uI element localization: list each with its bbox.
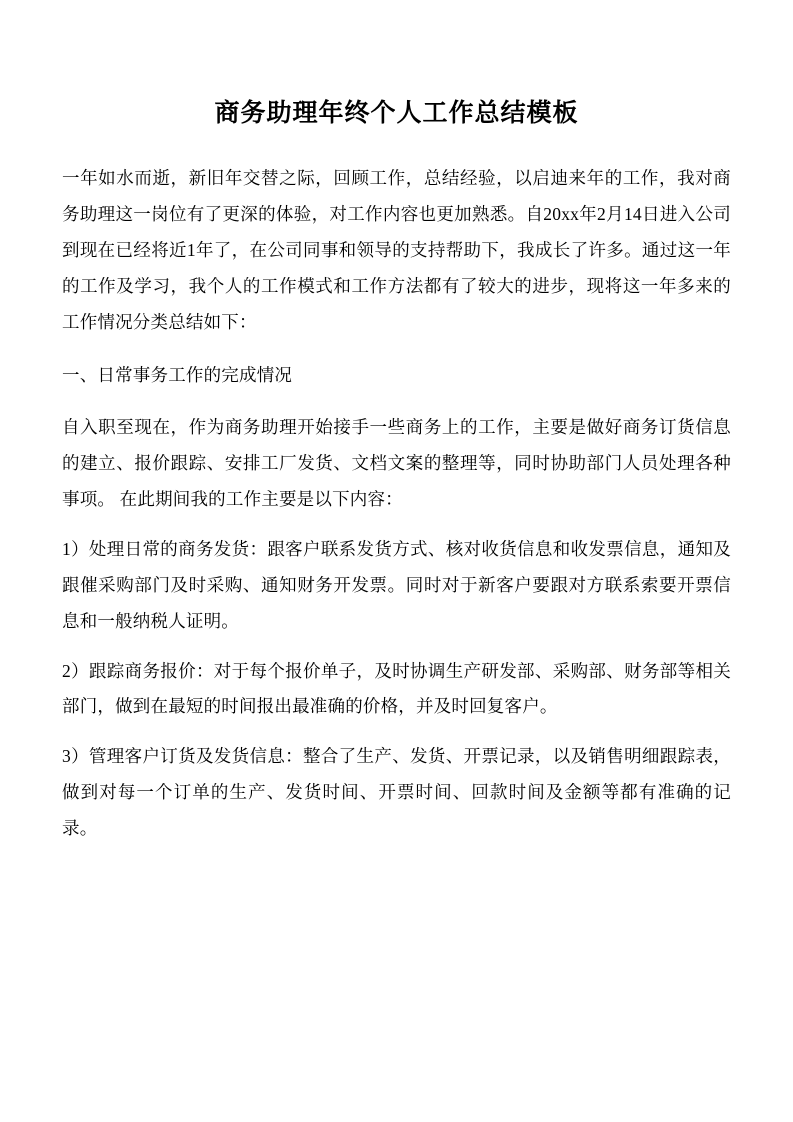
list-item-1: 1）处理日常的商务发货：跟客户联系发货方式、核对收货信息和收发票信息，通知及跟催采购部门及时采购、通知财务开发票。同时对于新客户要跟对方联系索要开票信息和一般纳税人证明。 xyxy=(62,538,731,631)
page-title: 商务助理年终个人工作总结模板 xyxy=(214,100,579,127)
list-item-2: 2）跟踪商务报价：对于每个报价单子，及时协调生产研发部、采购部、财务部等相关部门，做到在最短的时间报出最准确的价格，并及时回复客户。 xyxy=(62,660,731,717)
list-item-3: 3）管理客户订货及发货信息：整合了生产、发货、开票记录，以及销售明细跟踪表，做到对每一个订单的生产、发货时间、开票时间、回款时间及金额等都有准确的记录。 xyxy=(62,746,731,838)
paragraph-section-1-body: 自入职至现在，作为商务助理开始接手一些商务上的工作，主要是做好商务订货信息的建立、报价跟踪、安排工厂发货、文档文案的整理等，同时协助部门人员处理各种事项。 在此期间我的工作主要是以下内容： xyxy=(62,417,731,509)
section-heading-1: 一、日常事务工作的完成情况 xyxy=(62,365,293,386)
paragraph-intro: 一年如水而逝，新旧年交替之际，回顾工作，总结经验，以启迪来年的工作，我对商务助理这一岗位有了更深的体验，对工作内容也更加熟悉。自20xx年2月14日进入公司到现在已经将近1年了，在公司同事和领导的支持帮助下，我成长了许多。通过这一年的工作及学习，我个人的工作模式和工作方法都有了较大的进步，现将这一年多来的工作情况分类总结如下： xyxy=(62,168,731,332)
